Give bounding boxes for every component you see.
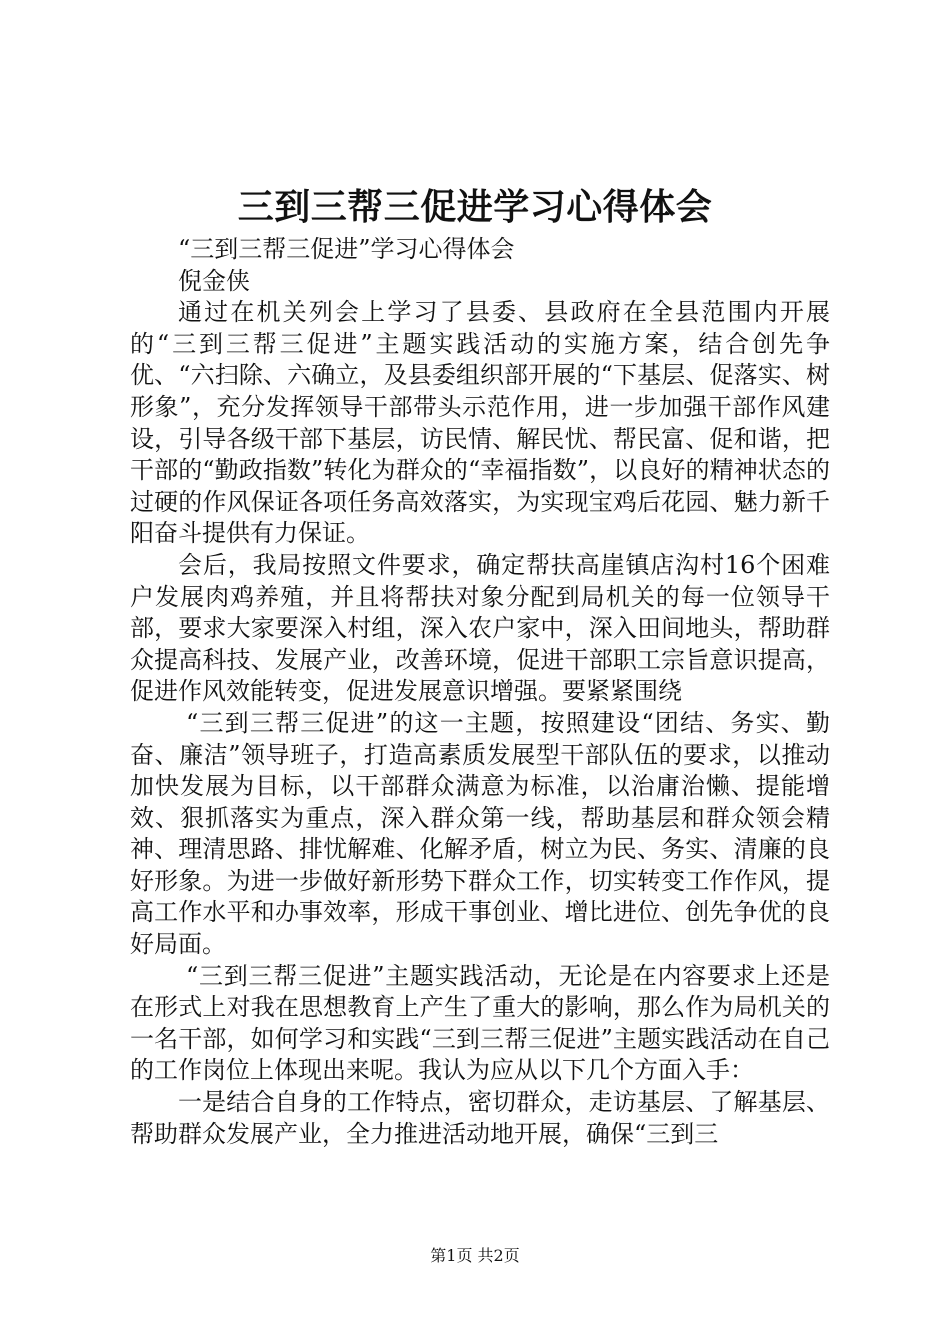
paragraph-1: 通过在机关列会上学习了县委、县政府在全县范围内开展的“三到三帮三促进”主题实践活动的实施方案，结合创先争优、“六扫除、六确立，及县委组织部开展的“下基层、促落实、树形象”，充分发挥领导干部带头示范作用，进一步加强干部作风建设，引导各级干部下基层，访民情、解民忧、帮民富、促和谐，把干部的“勤政指数”转化为群众的“幸福指数”，以良好的精神状态的过硬的作风保证各项任务高效落实，为实现宝鸡后花园、魅力新千阳奋斗提供有力保证。 (130, 298, 830, 548)
document-title: 三到三帮三促进学习心得体会 (237, 186, 713, 228)
paragraph-2: 会后，我局按照文件要求，确定帮扶高崖镇店沟村16个困难户发展肉鸡养殖，并且将帮扶对象分配到局机关的每一位领导干部，要求大家要深入村组，深入农户家中，深入田间地头，帮助群众提高科技、发展产业，改善环境，促进干部职工宗旨意识提高，促进作风效能转变，促进发展意识增强。要紧紧围绕 (130, 550, 830, 706)
page-footer: 第1页 共2页 (430, 1246, 520, 1265)
document-body (130, 234, 830, 1150)
document-author: 倪金侠 (178, 266, 250, 295)
paragraph-5: 一是结合自身的工作特点，密切群众，走访基层、了解基层、帮助群众发展产业，全力推进活动地开展，确保“三到三 (130, 1088, 830, 1148)
document-subtitle: “三到三帮三促进”学习心得体会 (178, 235, 515, 263)
paragraph-4: “三到三帮三促进”主题实践活动，无论是在内容要求上还是在形式上对我在思想教育上产生了重大的影响，那么作为局机关的一名干部，如何学习和实践“三到三帮三促进”主题实践活动在自己的工作岗位上体现出来呢。我认为应从以下几个方面入手： (130, 961, 830, 1085)
paragraph-3: “三到三帮三促进”的这一主题，按照建设“团结、务实、勤奋、廉洁”领导班子，打造高素质发展型干部队伍的要求，以推动加快发展为目标，以干部群众满意为标准，以治庸治懒、提能增效、狠抓落实为重点，深入群众第一线，帮助基层和群众领会精神、理清思路、排忧解难、化解矛盾，树立为民、务实、清廉的良好形象。为进一步做好新形势下群众工作，切实转变工作作风，提高工作水平和办事效率，形成干事创业、增比进位、创先争优的良好局面。 (130, 708, 830, 959)
